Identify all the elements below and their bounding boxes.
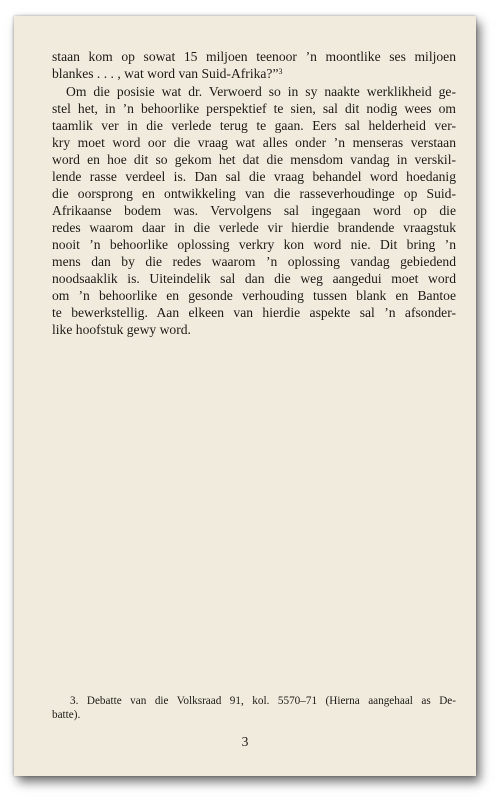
text-line: Afrikaanse bodem was. Vervolgens sal ingegaan word op die	[52, 203, 456, 218]
text-line: om ’n behoorlike en gesonde verhouding tussen blank en Bantoe	[52, 288, 456, 303]
book-page	[14, 16, 476, 776]
text-line: die oorsprong en ontwikkeling van die rasseverhoudinge op Suid-	[52, 186, 456, 201]
text-line: kry moet word oor die vraag wat alles onder ’n menseras verstaan	[52, 135, 456, 150]
text-line: staan kom op sowat 15 miljoen teenoor ’n moontlike ses miljoen	[52, 49, 456, 64]
text-line: like hoofstuk gewy word.	[52, 322, 191, 337]
text-line: lende rasse verdeel is. Dan sal die vraag behandel word hoedanig	[52, 169, 456, 184]
text-line: stel het, in ’n behoorlike perspektief te sien, sal dit nodig wees om	[52, 101, 456, 116]
text-line: nooit ’n behoorlike oplossing verkry kon word nie. Dit bring ’n	[52, 237, 456, 252]
footnote-line: batte).	[52, 709, 81, 721]
text-line: noodsaaklik is. Uiteindelik sal dan die weg aangedui moet word	[52, 271, 456, 286]
text-line: word en hoe dit so gekom het dat die mensdom vandag in verskil-	[52, 152, 456, 167]
paragraph-continuation	[52, 48, 456, 82]
text-line: taamlik ver in die verlede terug te gaan. Eers sal helderheid ver-	[52, 118, 456, 133]
text-line: redes waarom daar in die verlede vir hierdie brandende vraagstuk	[52, 220, 456, 235]
footnote-line: 3. Debatte van die Volksraad 91, kol. 5570–71 (Hierna aangehaal as De-	[70, 695, 456, 707]
footnote	[52, 694, 456, 722]
paragraph-main	[52, 83, 456, 338]
text-line: blankes . . . , wat word van Suid-Afrika?”$^3$	[52, 66, 283, 81]
page-number: 3	[241, 734, 249, 749]
footnote-reference: 3	[278, 67, 283, 76]
text-line: mens dan by die redes waarom ’n oplossing vandag gebiedend	[52, 254, 456, 269]
text-line: te bewerkstellig. Aan elkeen van hierdie aspekte sal ’n afsonder-	[52, 305, 456, 320]
text-line: Om die posisie wat dr. Verwoerd so in sy naakte werklikheid ge-	[66, 84, 456, 99]
